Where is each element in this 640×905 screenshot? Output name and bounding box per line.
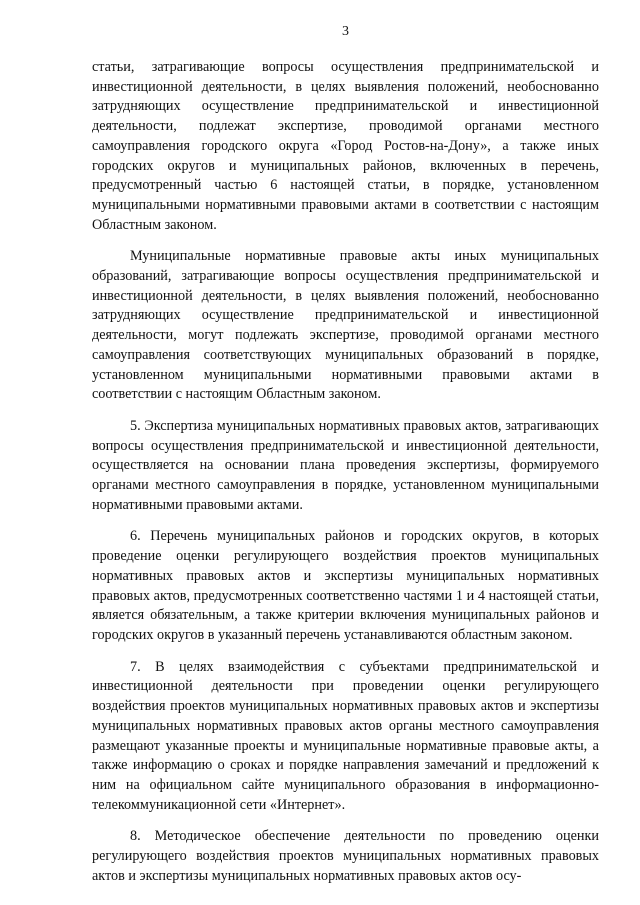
paragraph-municipal-acts: Муниципальные нормативные правовые акты иных муниципальных образований, затрагивающие вопросы осуществления предпринимательской и инвестиционной деятельности, в целях выявления положений, необоснованно затрудняющих осуществление предпринимательской и инвестиционной деятельности, могут подлежать экспертизе, проводимой органами местного самоуправления соответствующих муниципальных образований в порядке, установленном муниципальными нормативными правовыми актами в соответствии с настоящим Областным законом. — [92, 248, 599, 403]
paragraph-continuation: статьи, затрагивающие вопросы осуществления предпринимательской и инвестиционной деятельности, в целях выявления положений, необоснованно затрудняющих осуществление предпринимательской и инвестиционной деятельности, подлежат экспертизе, проводимой органами местного самоуправления городского округа «Город Ростов-на-Дону», а также иных городских округов и муниципальных районов, включенных в перечень, предусмотренный частью 6 настоящей статьи, в порядке, установленном муниципальными нормативными правовыми актами в соответствии с настоящим Областным законом. — [92, 59, 599, 233]
paragraph-item-6: 6. Перечень муниципальных районов и городских округов, в которых проведение оценки регулирующего воздействия проектов муниципальных нормативных правовых актов и экспертизы муниципальных нормативных правовых актов, предусмотренных соответственно частями 1 и 4 настоящей статьи, является обязательным, а также критерии включения муниципальных районов и городских округов в указанный перечень устанавливаются областным законом. — [92, 528, 599, 643]
page-number: 3 — [342, 24, 349, 39]
paragraph-item-5: 5. Экспертиза муниципальных нормативных правовых актов, затрагивающих вопросы осуществления предпринимательской и инвестиционной деятельности, осуществляется на основании плана проведения экспертизы, формируемого органами местного самоуправления в порядке, установленном муниципальными нормативными правовыми актами. — [92, 417, 599, 513]
paragraph-item-8: 8. Методическое обеспечение деятельности по проведению оценки регулирующего воздействия проектов муниципальных нормативных правовых актов и экспертизы муниципальных нормативных правовых актов осу- — [92, 828, 599, 884]
paragraph-item-7: 7. В целях взаимодействия с субъектами предпринимательской и инвестиционной деятельности при проведении оценки регулирующего воздействия проектов муниципальных нормативных правовых актов и экспертизы муниципальных нормативных правовых актов органы местного самоуправления размещают указанные проекты и муниципальные нормативные правовые акты, а также информацию о сроках и порядке направления замечаний и предложений к ним на официальном сайте муниципального образования в информационно-телекоммуникационной сети «Интернет». — [92, 658, 599, 813]
